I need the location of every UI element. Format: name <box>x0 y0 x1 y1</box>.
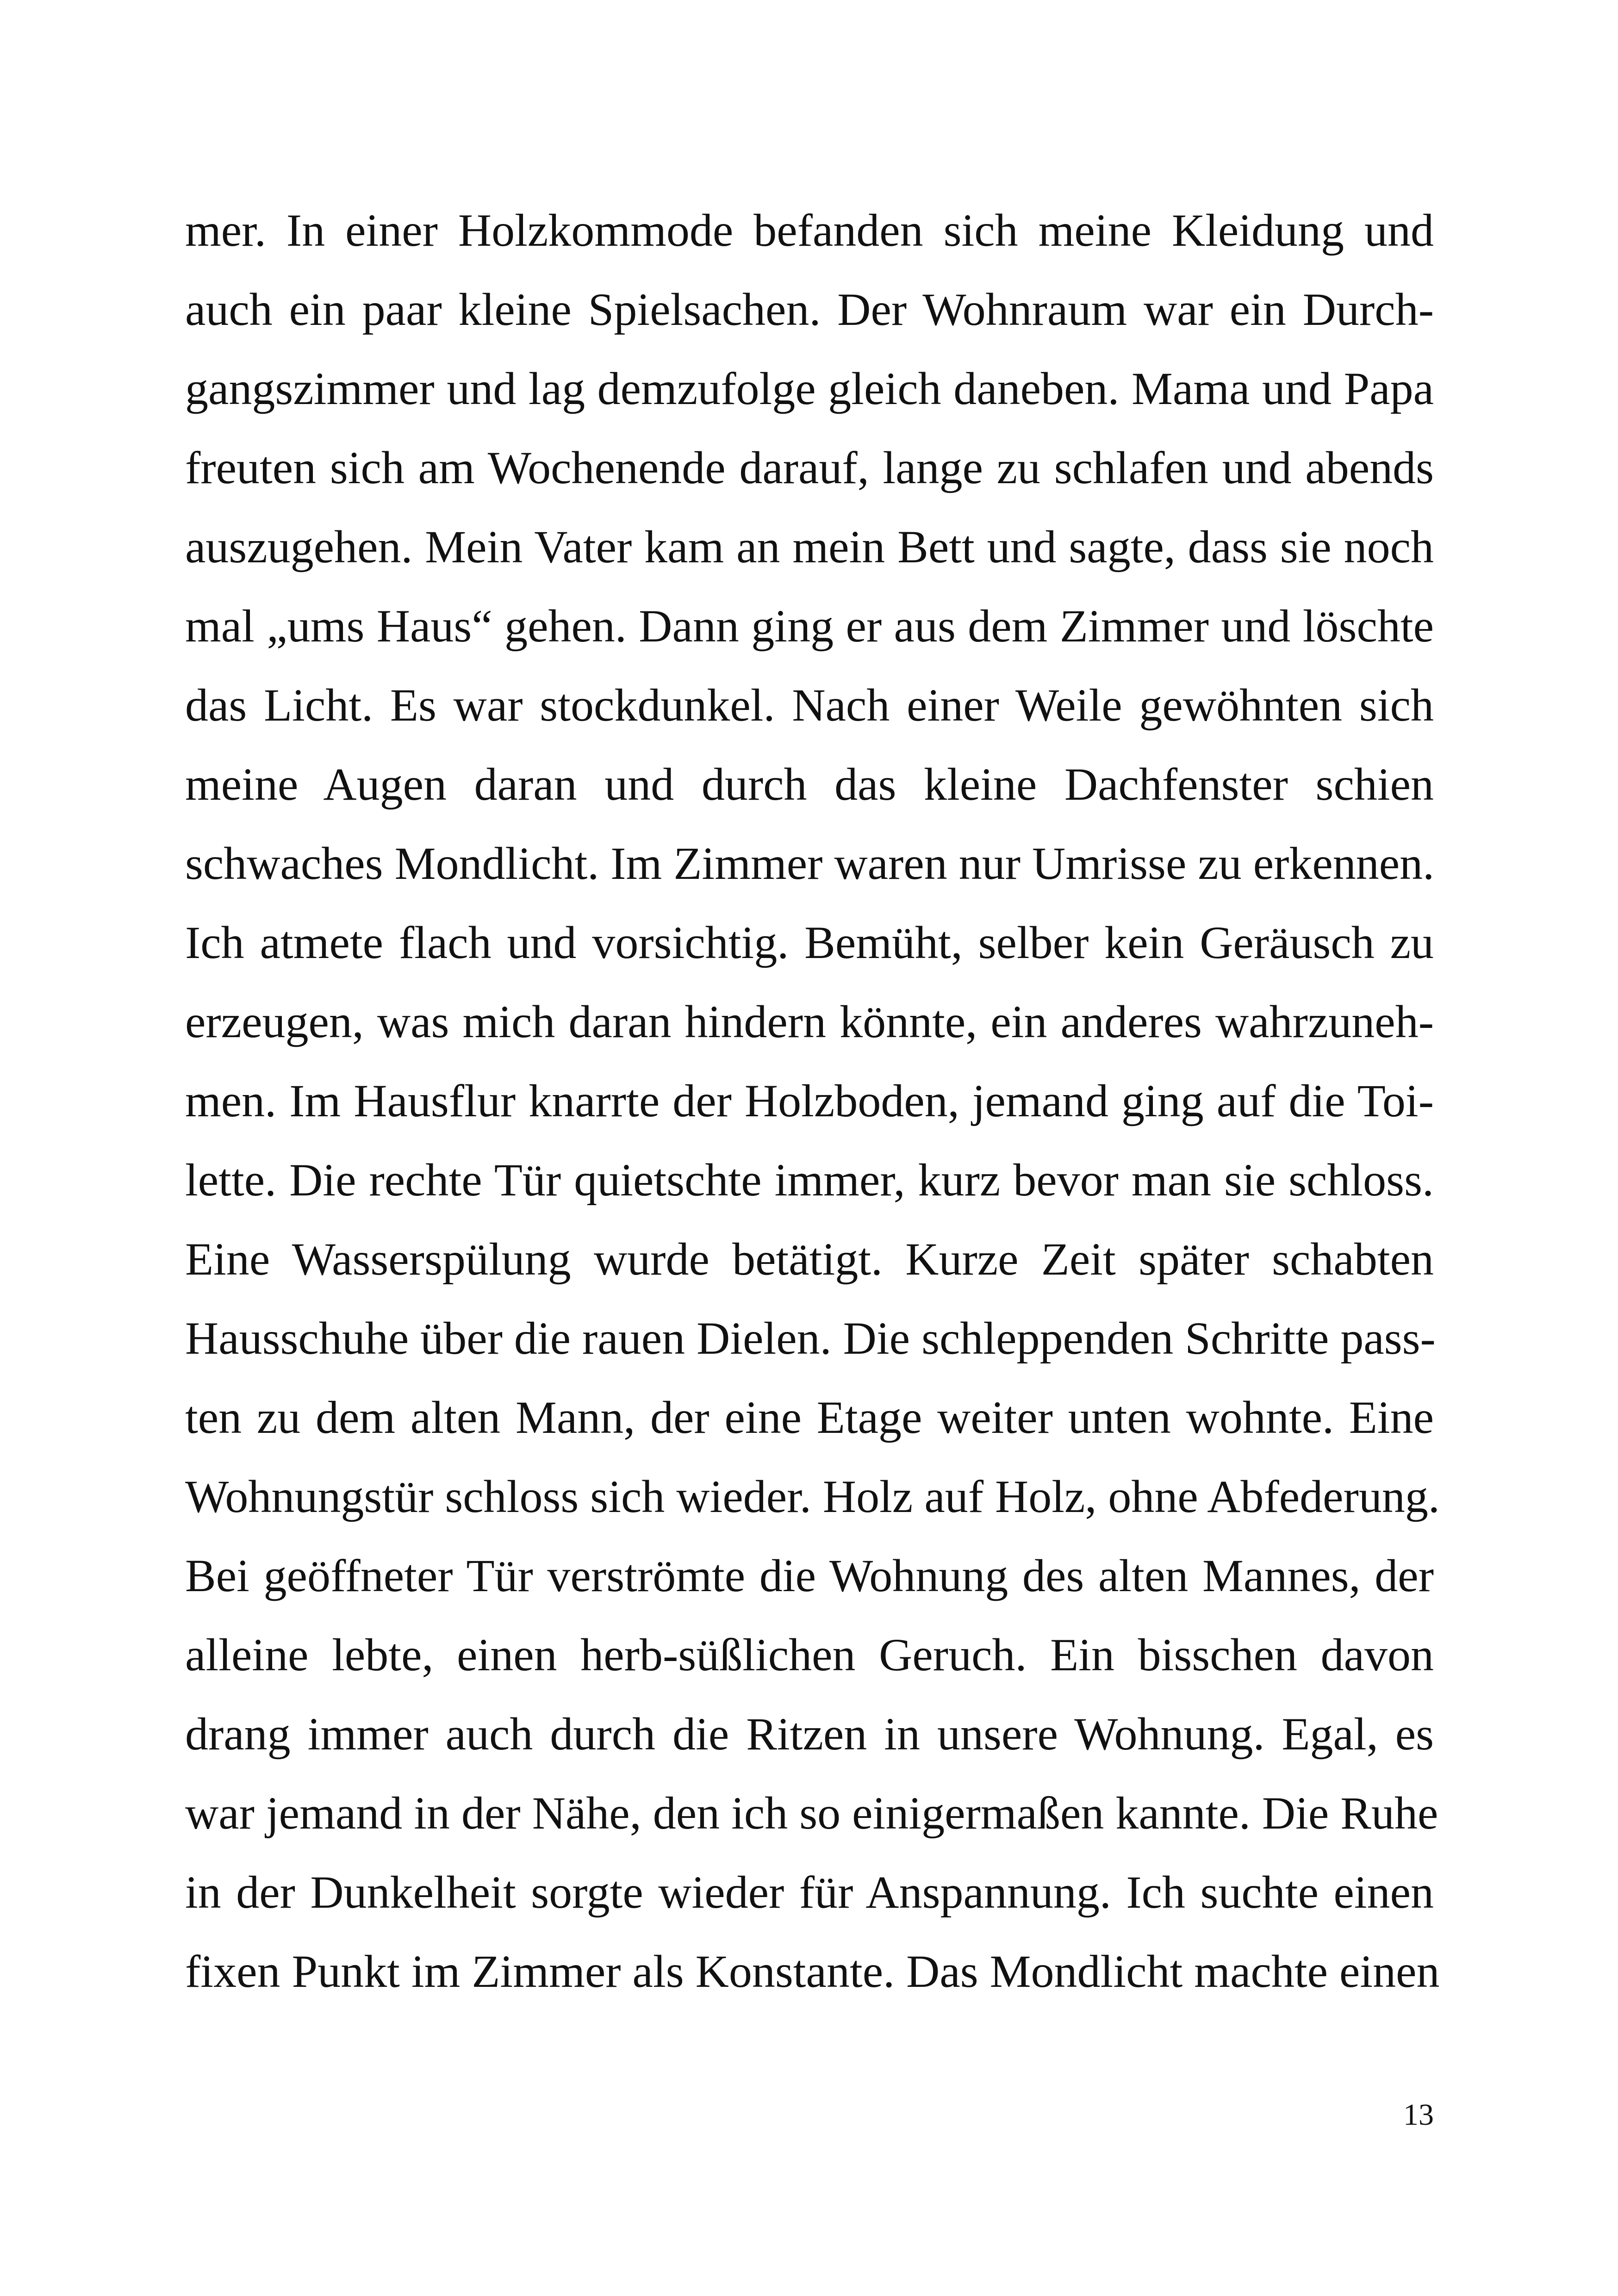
text-line: auch ein paar kleine Spielsachen. Der Wohnraum war ein Durch- <box>185 284 1434 335</box>
page-number: 13 <box>1403 2098 1434 2132</box>
text-line: das Licht. Es war stockdunkel. Nach einer Weile gewöhnten sich <box>185 679 1434 731</box>
text-line: freuten sich am Wochenende darauf, lange zu schlafen und abends <box>185 442 1434 493</box>
text-line: mer. In einer Holzkommode befanden sich meine Kleidung und <box>185 205 1434 256</box>
text-line: lette. Die rechte Tür quietschte immer, kurz bevor man sie schloss. <box>185 1154 1434 1206</box>
text-line: Eine Wasserspülung wurde betätigt. Kurze Zeit später schabten <box>185 1233 1434 1285</box>
text-line: war jemand in der Nähe, den ich so einigermaßen kannte. Die Ruhe <box>185 1787 1438 1839</box>
text-line: Hausschuhe über die rauen Dielen. Die schleppenden Schritte pass- <box>185 1313 1436 1364</box>
text-line: ten zu dem alten Mann, der eine Etage weiter unten wohnte. Eine <box>185 1392 1434 1443</box>
text-line: auszugehen. Mein Vater kam an mein Bett und sagte, dass sie noch <box>185 521 1434 572</box>
text-line: in der Dunkelheit sorgte wieder für Anspannung. Ich suchte einen <box>185 1867 1434 1918</box>
text-line: gangszimmer und lag demzufolge gleich daneben. Mama und Papa <box>185 363 1434 414</box>
text-line: fixen Punkt im Zimmer als Konstante. Das Mondlicht machte einen <box>185 1946 1440 1997</box>
text-line: meine Augen daran und durch das kleine Dachfenster schien <box>185 759 1434 810</box>
text-line: alleine lebte, einen herb-süßlichen Geruch. Ein bisschen davon <box>185 1629 1434 1680</box>
text-line: Bei geöffneter Tür verströmte die Wohnung des alten Mannes, der <box>185 1550 1434 1601</box>
text-line: men. Im Hausflur knarrte der Holzboden, jemand ging auf die Toi- <box>185 1075 1434 1126</box>
text-line: Wohnungstür schloss sich wieder. Holz auf Holz, ohne Abfederung. <box>185 1471 1440 1522</box>
body-text <box>185 191 1440 2011</box>
text-line: mal „ums Haus“ gehen. Dann ging er aus dem Zimmer und löschte <box>185 600 1434 652</box>
text-line: erzeugen, was mich daran hindern könnte, ein anderes wahrzuneh- <box>185 996 1434 1047</box>
text-line: drang immer auch durch die Ritzen in unsere Wohnung. Egal, es <box>185 1708 1434 1760</box>
text-line: Ich atmete flach und vorsichtig. Bemüht, selber kein Geräusch zu <box>185 917 1434 968</box>
text-line: schwaches Mondlicht. Im Zimmer waren nur Umrisse zu erkennen. <box>185 838 1435 889</box>
